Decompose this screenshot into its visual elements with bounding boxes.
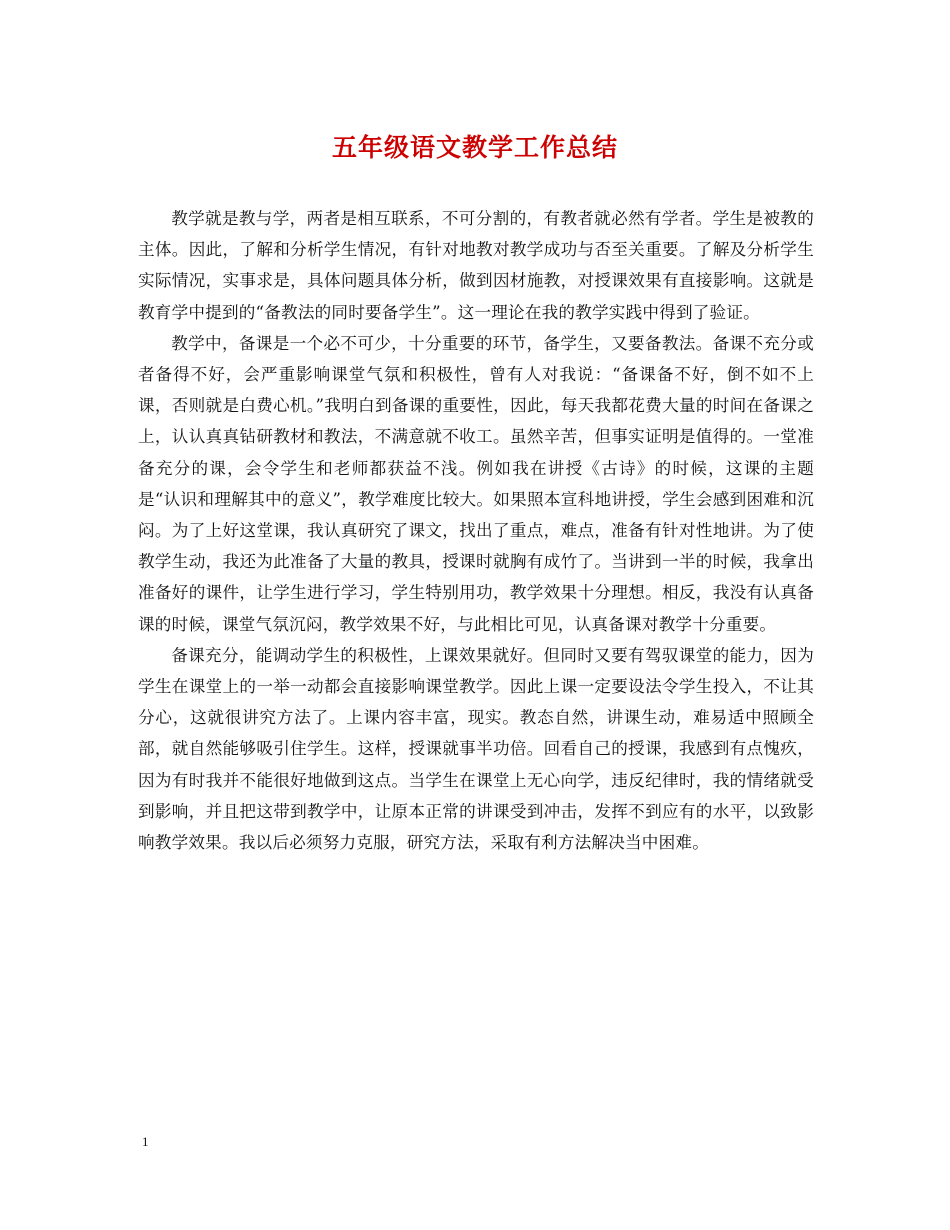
paragraph-2: 教学中，备课是一个必不可少，十分重要的环节，备学生，又要备教法。备课不充分或者备得不好，会严重影响课堂气氛和积极性，曾有人对我说：“备课备不好，倒不如不上课，否则就是白费心机。”我明白到备课的重要性，因此，每天我都花费大量的时间在备课之上，认认真真钻研教材和教法，不满意就不收工。虽然辛苦，但事实证明是值得的。一堂准备充分的课，会令学生和老师都获益不浅。例如我在讲授《古诗》的时候，这课的主题是“认识和理解其中的意义”，教学难度比较大。如果照本宣科地讲授，学生会感到困难和沉闷。为了上好这堂课，我认真研究了课文，找出了重点，难点，准备有针对性地讲。为了使教学生动，我还为此准备了大量的教具，授课时就胸有成竹了。当讲到一半的时候，我拿出准备好的课件，让学生进行学习，学生特别用功，教学效果十分理想。相反，我没有认真备课的时候，课堂气氛沉闷，教学效果不好，与此相比可见，认真备课对教学十分重要。 bbox=[138, 333, 814, 634]
document-body bbox=[138, 203, 814, 858]
page-number: 1 bbox=[142, 1134, 149, 1149]
paragraph-3: 备课充分，能调动学生的积极性，上课效果就好。但同时又要有驾驭课堂的能力，因为学生在课堂上的一举一动都会直接影响课堂教学。因此上课一定要设法令学生投入，不让其分心，这就很讲究方法了。上课内容丰富，现实。教态自然，讲课生动，难易适中照顾全部，就自然能够吸引住学生。这样，授课就事半功倍。回看自己的授课，我感到有点愧疚，因为有时我并不能很好地做到这点。当学生在课堂上无心向学，违反纪律时，我的情绪就受到影响，并且把这带到教学中，让原本正常的讲课受到冲击，发挥不到应有的水平，以致影响教学效果。我以后必须努力克服，研究方法，采取有利方法解决当中困难。 bbox=[138, 645, 814, 853]
paragraph-1: 教学就是教与学，两者是相互联系，不可分割的，有教者就必然有学者。学生是被教的主体。因此，了解和分析学生情况，有针对地教对教学成功与否至关重要。了解及分析学生实际情况，实事求是，具体问题具体分析，做到因材施教，对授课效果有直接影响。这就是教育学中提到的“备教法的同时要备学生”。这一理论在我的教学实践中得到了验证。 bbox=[138, 209, 814, 322]
document-title: 五年级语文教学工作总结 bbox=[331, 133, 618, 162]
